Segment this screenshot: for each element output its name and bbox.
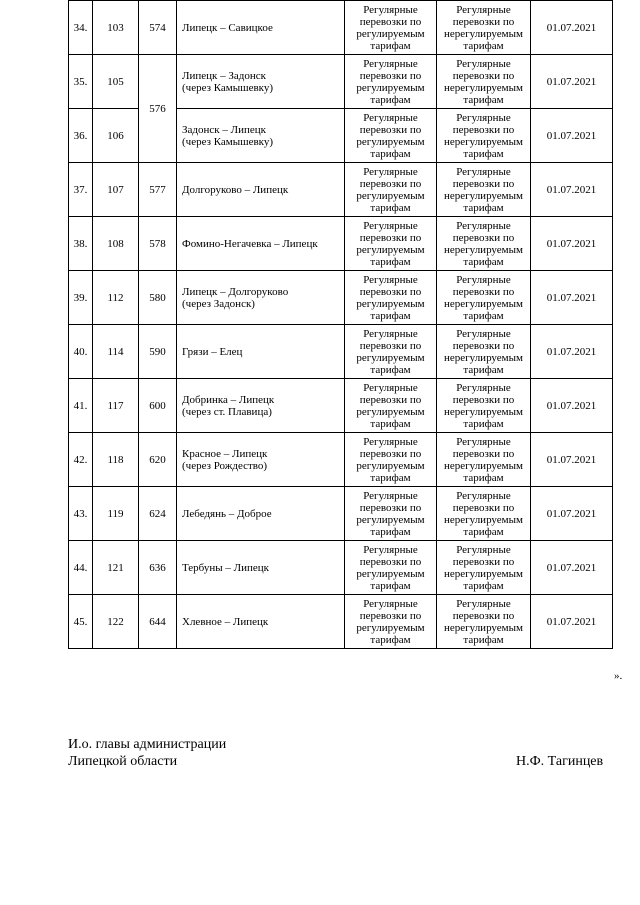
tariff-type: Регулярные перевозки по нерегулируемым тарифам <box>437 595 531 649</box>
registry-number: 576 <box>139 55 177 163</box>
tariff-type: Регулярные перевозки по нерегулируемым тарифам <box>437 433 531 487</box>
row-number: 35. <box>69 55 93 109</box>
tariff-type: Регулярные перевозки по нерегулируемым тарифам <box>437 487 531 541</box>
row-number: 38. <box>69 217 93 271</box>
transport-type: Регулярные перевозки по регулируемым тарифам <box>345 217 437 271</box>
transport-type: Регулярные перевозки по регулируемым тарифам <box>345 595 437 649</box>
registry-number: 644 <box>139 595 177 649</box>
start-date: 01.07.2021 <box>531 217 613 271</box>
route-number: 106 <box>93 109 139 163</box>
row-number: 39. <box>69 271 93 325</box>
tariff-type: Регулярные перевозки по нерегулируемым тарифам <box>437 163 531 217</box>
tariff-type: Регулярные перевозки по нерегулируемым тарифам <box>437 379 531 433</box>
table-row <box>69 541 613 595</box>
tariff-type: Регулярные перевозки по нерегулируемым тарифам <box>437 541 531 595</box>
start-date: 01.07.2021 <box>531 55 613 109</box>
route-number: 114 <box>93 325 139 379</box>
registry-number: 574 <box>139 1 177 55</box>
route-number: 122 <box>93 595 139 649</box>
transport-type: Регулярные перевозки по регулируемым тарифам <box>345 379 437 433</box>
tariff-type: Регулярные перевозки по нерегулируемым тарифам <box>437 109 531 163</box>
tariff-type: Регулярные перевозки по нерегулируемым тарифам <box>437 1 531 55</box>
transport-type: Регулярные перевозки по регулируемым тарифам <box>345 163 437 217</box>
route-number: 119 <box>93 487 139 541</box>
start-date: 01.07.2021 <box>531 1 613 55</box>
transport-type: Регулярные перевозки по регулируемым тарифам <box>345 325 437 379</box>
route-number: 117 <box>93 379 139 433</box>
route-name: Лебедянь – Доброе <box>177 487 345 541</box>
registry-number: 578 <box>139 217 177 271</box>
row-number: 40. <box>69 325 93 379</box>
registry-number: 620 <box>139 433 177 487</box>
route-name: Добринка – Липецк (через ст. Плавица) <box>177 379 345 433</box>
start-date: 01.07.2021 <box>531 487 613 541</box>
table-row <box>69 487 613 541</box>
route-number: 105 <box>93 55 139 109</box>
transport-type: Регулярные перевозки по регулируемым тарифам <box>345 541 437 595</box>
table-row <box>69 55 613 109</box>
route-name: Липецк – Савицкое <box>177 1 345 55</box>
table-row <box>69 433 613 487</box>
route-number: 118 <box>93 433 139 487</box>
row-number: 37. <box>69 163 93 217</box>
tariff-type: Регулярные перевозки по нерегулируемым тарифам <box>437 55 531 109</box>
route-name: Хлевное – Липецк <box>177 595 345 649</box>
route-name: Грязи – Елец <box>177 325 345 379</box>
row-number: 34. <box>69 1 93 55</box>
table-row <box>69 379 613 433</box>
transport-type: Регулярные перевозки по регулируемым тарифам <box>345 55 437 109</box>
transport-type: Регулярные перевозки по регулируемым тарифам <box>345 271 437 325</box>
route-number: 107 <box>93 163 139 217</box>
transport-type: Регулярные перевозки по регулируемым тарифам <box>345 433 437 487</box>
tariff-type: Регулярные перевозки по нерегулируемым тарифам <box>437 325 531 379</box>
route-name: Фомино-Негачевка – Липецк <box>177 217 345 271</box>
transport-type: Регулярные перевозки по регулируемым тарифам <box>345 487 437 541</box>
route-name: Красное – Липецк (через Рождество) <box>177 433 345 487</box>
tariff-type: Регулярные перевозки по нерегулируемым тарифам <box>437 271 531 325</box>
route-number: 103 <box>93 1 139 55</box>
route-number: 108 <box>93 217 139 271</box>
route-name: Липецк – Долгоруково (через Задонск) <box>177 271 345 325</box>
table-row <box>69 271 613 325</box>
row-number: 45. <box>69 595 93 649</box>
signature-position <box>68 736 226 770</box>
start-date: 01.07.2021 <box>531 271 613 325</box>
closing-quote: ». <box>614 670 623 682</box>
route-number: 112 <box>93 271 139 325</box>
tariff-type: Регулярные перевозки по нерегулируемым тарифам <box>437 217 531 271</box>
table-row <box>69 325 613 379</box>
start-date: 01.07.2021 <box>531 433 613 487</box>
start-date: 01.07.2021 <box>531 163 613 217</box>
registry-number: 600 <box>139 379 177 433</box>
row-number: 44. <box>69 541 93 595</box>
registry-number: 636 <box>139 541 177 595</box>
table-row <box>69 163 613 217</box>
routes-table <box>68 0 613 649</box>
start-date: 01.07.2021 <box>531 109 613 163</box>
route-number: 121 <box>93 541 139 595</box>
transport-type: Регулярные перевозки по регулируемым тарифам <box>345 109 437 163</box>
route-name: Липецк – Задонск (через Камышевку) <box>177 55 345 109</box>
registry-number: 580 <box>139 271 177 325</box>
row-number: 42. <box>69 433 93 487</box>
table-row <box>69 217 613 271</box>
table-row <box>69 595 613 649</box>
registry-number: 590 <box>139 325 177 379</box>
registry-number: 624 <box>139 487 177 541</box>
route-name: Задонск – Липецк (через Камышевку) <box>177 109 345 163</box>
row-number: 36. <box>69 109 93 163</box>
row-number: 41. <box>69 379 93 433</box>
row-number: 43. <box>69 487 93 541</box>
start-date: 01.07.2021 <box>531 541 613 595</box>
start-date: 01.07.2021 <box>531 325 613 379</box>
table-row <box>69 1 613 55</box>
registry-number: 577 <box>139 163 177 217</box>
routes-table-body <box>69 1 613 649</box>
signature-position-line1: И.о. главы администрации <box>68 737 227 752</box>
transport-type: Регулярные перевозки по регулируемым тарифам <box>345 1 437 55</box>
route-name: Тербуны – Липецк <box>177 541 345 595</box>
signature-name: Н.Ф. Тагинцев <box>516 754 604 769</box>
signature-position-line2: Липецкой области <box>68 754 178 769</box>
route-name: Долгоруково – Липецк <box>177 163 345 217</box>
start-date: 01.07.2021 <box>531 595 613 649</box>
start-date: 01.07.2021 <box>531 379 613 433</box>
